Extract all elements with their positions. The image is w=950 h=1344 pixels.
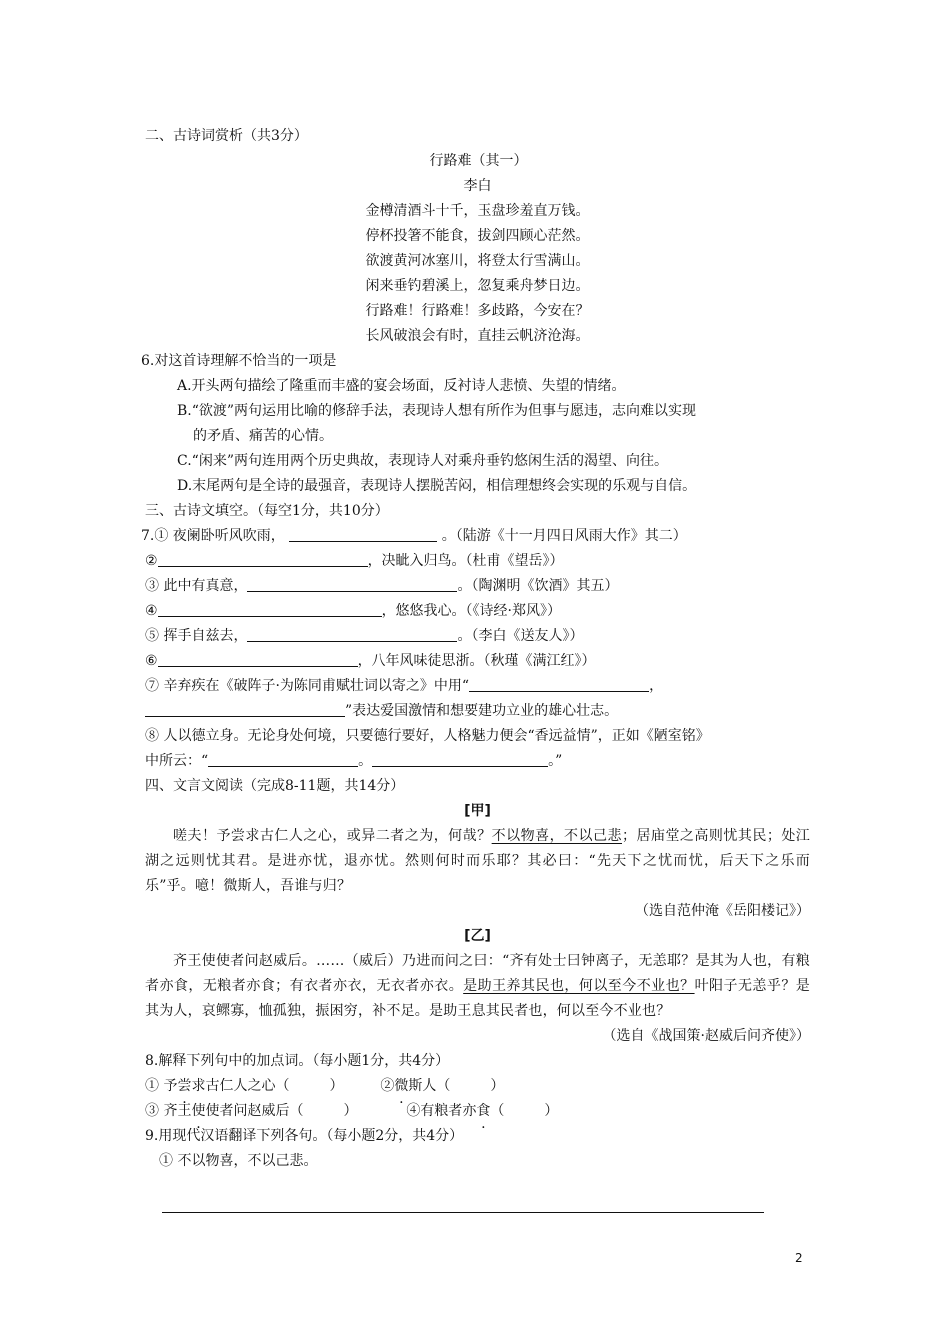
q6-option-b: B.“欲渡”两句运用比喻的修辞手法，表现诗人想有所作为但事与愿违，志向难以实现 <box>177 403 697 419</box>
q7-item-7-cont <box>145 699 810 724</box>
q8-item-3-close: ） <box>343 1103 358 1119</box>
passage-jia-label: [甲] <box>464 803 491 819</box>
q8-item-4-dotted: 食 <box>476 1103 491 1119</box>
q7-6-num: ⑥ <box>145 653 158 669</box>
q7-3-text: ③ 此中有真意， <box>145 578 248 594</box>
q7-7-text: ⑦ 辛弃疾在《破阵子·为陈同甫赋壮词以寄之》中用“ <box>145 678 470 694</box>
q7-8-blank-b[interactable] <box>372 750 548 767</box>
q8-item-3-pre: ③ 齐王 <box>145 1103 192 1119</box>
q7-2-blank[interactable] <box>158 550 368 567</box>
q6-option-b-cont: 的矛盾、痛苦的心情。 <box>193 428 333 444</box>
q6-option-c: C.“闲来”两句连用两个历史典故，表现诗人对乘舟垂钓悠闲生活的渴望、向往。 <box>177 453 668 469</box>
q8-item-1-post: 求古仁人之心（ <box>191 1078 290 1094</box>
poem-line: 金樽清酒斗十千，玉盘珍羞直万钱。 <box>365 203 590 219</box>
exam-page <box>141 124 810 1174</box>
q7-1-text: 7.① 夜阑卧听风吹雨， <box>141 528 285 544</box>
q7-item-8: ⑧ 人以德立身。无论身处何境，只要德行要好，人格魅力便会“香远益情”，正如《陋室铭》 <box>145 728 710 744</box>
q7-5-text: ⑤ 挥手自兹去， <box>145 628 248 644</box>
q7-7-blank-a[interactable] <box>469 675 649 692</box>
q9-item-1: ① 不以物喜，不以己悲。 <box>159 1153 318 1169</box>
q7-4-blank[interactable] <box>158 600 382 617</box>
q7-4-num: ④ <box>145 603 158 619</box>
passage-jia <box>145 824 810 899</box>
q6-option-d: D.末尾两句是全诗的最强音，表现诗人摆脱苦闷，相信理想终会实现的乐观与自信。 <box>177 478 697 494</box>
q7-7-comma: ， <box>649 678 664 694</box>
q7-3-source: 。（陶渊明《饮酒》其五） <box>457 578 619 594</box>
q7-8-sep: 。 <box>358 753 373 769</box>
passage-yi-text-2: 叶阳子无恙乎？是其为人，哀鳏寡，恤孤独，振困穷，补不足。是助王息其民者也，何以至今不业也？ <box>145 978 810 1019</box>
q8-item-4-post: （ <box>490 1103 505 1119</box>
q8-item-3-dotted: 使 <box>191 1103 206 1119</box>
passage-jia-text-1: 嗟夫！予尝求古仁人之心，或异二者之为，何哉？ <box>173 828 492 844</box>
poem-line: 闲来垂钓碧溪上，忽复乘舟梦日边。 <box>365 278 590 294</box>
q6-option-a: A.开头两句描绘了隆重而丰盛的宴会场面，反衬诗人悲愤、失望的情绪。 <box>177 378 626 394</box>
q7-item-2 <box>145 549 810 574</box>
q8-item-1-dotted: 尝 <box>177 1078 192 1094</box>
q8-item-2-post: 斯人（ <box>408 1078 451 1094</box>
q7-1-source: 。（陆游《十一月四日风雨大作》其二） <box>441 528 687 544</box>
passage-jia-source: （选自范仲淹《岳阳楼记》） <box>635 903 810 919</box>
section2-heading: 二、古诗词赏析（共3分） <box>145 128 308 144</box>
q6-stem: 6.对这首诗理解不恰当的一项是 <box>141 353 337 369</box>
q8-stem: 8.解释下列句中的加点词。（每小题1分，共4分） <box>145 1053 450 1069</box>
poem-author: 李白 <box>463 178 492 194</box>
q9-stem: 9.用现代汉语翻译下列各句。（每小题2分，共4分） <box>145 1128 464 1144</box>
q7-7-blank-b[interactable] <box>145 700 345 717</box>
q7-8-tail: 。” <box>548 753 563 769</box>
passage-jia-text-2: ；居庙堂之高则忧其民；处江湖之远则忧其君。是进亦忧，退亦忧。然则何时而乐耶？其必曰：“先天下之忧而忧，后天下之乐而乐”乎。噫！微斯人，吾谁与归？ <box>145 828 810 894</box>
q7-5-blank[interactable] <box>247 625 457 642</box>
q8-item-4-pre: ④有粮者亦 <box>406 1103 477 1119</box>
q7-item-8-cont <box>145 749 810 774</box>
q8-item-1-close: ） <box>329 1078 344 1094</box>
q7-8-blank-a[interactable] <box>208 750 358 767</box>
section3-heading: 三、古诗文填空。（每空1分，共10分） <box>145 503 389 519</box>
q7-item-6 <box>145 649 810 674</box>
q7-1-blank[interactable] <box>289 525 437 542</box>
q7-4-source: ，悠悠我心。（《诗经·郑风》） <box>381 603 562 619</box>
q7-5-source: 。（李白《送友人》） <box>457 628 584 644</box>
passage-yi-label: [乙] <box>464 928 491 944</box>
q7-item-1 <box>141 524 810 549</box>
q8-item-3-post: 使者问赵威后（ <box>205 1103 304 1119</box>
q8-item-2-pre: ② <box>380 1078 395 1094</box>
q7-item-7 <box>145 674 810 699</box>
section4-heading: 四、文言文阅读（完成8-11题，共14分） <box>145 778 405 794</box>
passage-yi <box>145 949 810 1024</box>
q7-item-3 <box>145 574 810 599</box>
q8-item-1-pre: ① 予 <box>145 1078 178 1094</box>
q7-2-source: ，决眦入归鸟。（杜甫《望岳》） <box>367 553 564 569</box>
passage-yi-underlined: 是助王养其民也，何以至今不业也？ <box>463 978 695 994</box>
q7-6-source: ，八年风味徒思浙。（秋瑾《满江红》） <box>357 653 596 669</box>
q8-row-2 <box>145 1099 810 1124</box>
q7-item-5 <box>145 624 810 649</box>
q7-7-tail: ”表达爱国激情和想要建功立业的雄心壮志。 <box>345 703 619 719</box>
poem-line: 长风破浪会有时，直挂云帆济沧海。 <box>365 328 590 344</box>
q7-item-4 <box>145 599 810 624</box>
q8-item-4-close: ） <box>544 1103 559 1119</box>
q7-8-text: 中所云：“ <box>145 753 209 769</box>
q7-3-blank[interactable] <box>247 575 457 592</box>
passage-jia-underlined: 不以物喜，不以己悲 <box>491 828 622 844</box>
passage-yi-text-1: 齐王使使者问赵威后。……（威后）乃进而问之曰：“齐有处士曰钟离子，无恙耶？是其为人也，有粮者亦食，无粮者亦食；有衣者亦衣，无衣者亦衣。 <box>145 953 810 994</box>
poem-title: 行路难（其一） <box>429 153 528 169</box>
q9-answer-line[interactable] <box>162 1212 764 1213</box>
poem-line: 行路难！行路难！多歧路，今安在？ <box>365 303 590 319</box>
page-number: 2 <box>795 1251 803 1265</box>
poem-line: 停杯投箸不能食，拔剑四顾心茫然。 <box>365 228 590 244</box>
q7-6-blank[interactable] <box>158 650 358 667</box>
passage-yi-source: （选自《战国策·赵威后问齐使》） <box>602 1028 810 1044</box>
q8-row-1 <box>145 1074 810 1099</box>
q8-item-2-close: ） <box>490 1078 505 1094</box>
q8-item-2-dotted: 微 <box>394 1078 409 1094</box>
q7-2-num: ② <box>145 553 158 569</box>
poem-line: 欲渡黄河冰塞川，将登太行雪满山。 <box>365 253 590 269</box>
